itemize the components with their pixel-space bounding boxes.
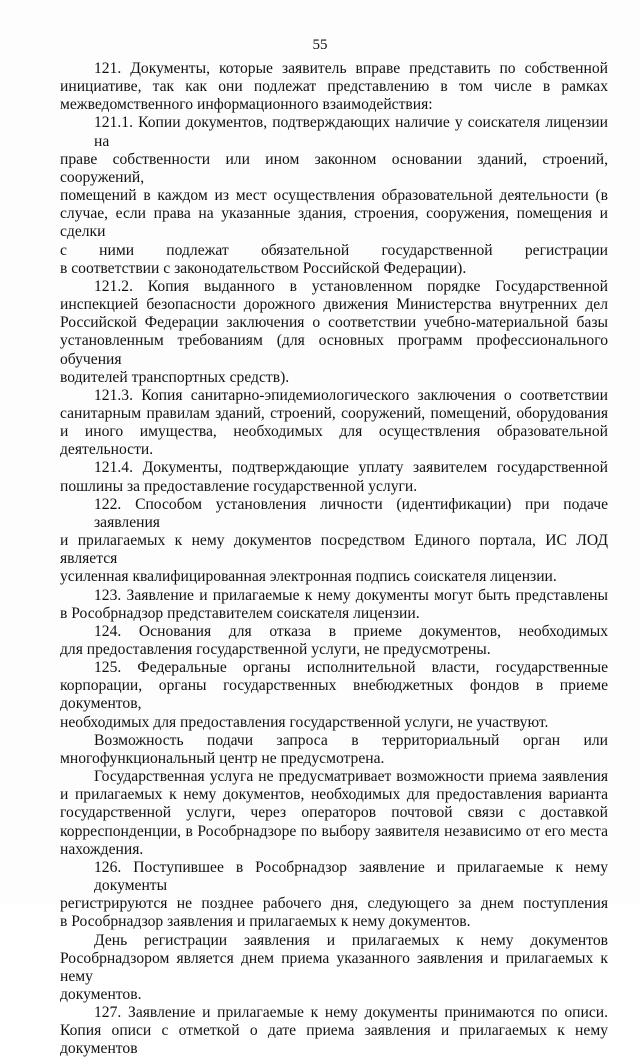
paragraph-p126 [60, 859, 608, 932]
paragraph-p121-1 [60, 114, 608, 277]
paragraph-line: и иного имущества, необходимых для осуществления образовательной [60, 423, 608, 441]
paragraph-line: 125. Федеральные органы исполнительной власти, государственные [94, 659, 608, 677]
paragraph-line: и прилагаемых к нему документов, необходимых для предоставления варианта [60, 786, 608, 804]
paragraph-line: пошлины за предоставление государственной услуги. [60, 477, 418, 495]
paragraph-line: и прилагаемых к нему документов посредством Единого портала, ИС ЛОД является [60, 532, 608, 568]
paragraph-line: 121.3. Копия санитарно-эпидемиологического заключения о соответствии [94, 386, 608, 404]
paragraph-line: 126. Поступившее в Рособрнадзор заявление и прилагаемые к нему документы [94, 858, 608, 895]
paragraph-line: праве собственности или ином законном основании зданий, строений, сооружений, [60, 150, 608, 186]
document-body [60, 60, 608, 1059]
page-number: 55 [312, 37, 328, 53]
paragraph-line: корреспонденции, в Рособрнадзоре по выбору заявителя независимо от его места [60, 822, 608, 840]
paragraph-line: Рособрнадзором является днем приема указанного заявления и прилагаемых к нему [60, 949, 608, 985]
paragraph-line: 121. Документы, которые заявитель вправе представить по собственной [94, 60, 608, 77]
paragraph-line: межведомственного информационного взаимодействия: [60, 96, 433, 114]
paragraph-line: помещений в каждом из мест осуществления образовательной деятельности (в [60, 187, 608, 205]
paragraph-line: регистрируются не позднее рабочего дня, следующего за днем поступления [60, 895, 608, 913]
paragraph-p121-3 [60, 387, 608, 460]
paragraph-line: 121.1. Копии документов, подтверждающих наличие у соискателя лицензии на [94, 114, 608, 150]
paragraph-line: 122. Способом установления личности (идентификации) при подаче заявления [94, 495, 608, 531]
paragraph-line: 121.2. Копия выданного в установленном порядке Государственной [94, 277, 608, 295]
paragraph-line: 127. Заявление и прилагаемые к нему документы принимаются по описи. [94, 1004, 608, 1022]
paragraph-p122 [60, 496, 608, 587]
paragraph-line: установленным требованиям (для основных программ профессионального обучения [60, 332, 608, 368]
paragraph-line: деятельности. [60, 441, 154, 459]
paragraph-line: Государственная услуга не предусматривает возможности приема заявления [94, 768, 608, 786]
paragraph-line: в соответствии с законодательством Российской Федерации). [60, 259, 467, 277]
paragraph-line: усиленная квалифицированная электронная подпись соискателя лицензии. [60, 568, 557, 586]
paragraph-line: 121.4. Документы, подтверждающие уплату заявителем государственной [94, 459, 608, 477]
paragraph-line: многофункциональный центр не предусмотрена. [60, 749, 385, 767]
paragraph-line: Российской Федерации заключения о соответствии учебно-материальной базы [60, 314, 608, 332]
paragraph-p121 [60, 60, 608, 114]
paragraph-p123 [60, 587, 608, 623]
paragraph-line: корпорации, органы государственных внебюджетных фондов в приеме документов, [60, 677, 608, 713]
paragraph-line: День регистрации заявления и прилагаемых к нему документов [94, 931, 608, 949]
paragraph-p127 [60, 1004, 608, 1058]
paragraph-line: в Рособрнадзор заявления и прилагаемых к нему документов. [60, 913, 471, 931]
paragraph-line: инициативе, так как они подлежат представлению в том числе в рамках [60, 78, 608, 96]
paragraph-p124 [60, 623, 608, 659]
paragraph-p121-4 [60, 459, 608, 495]
paragraph-p125-b [60, 732, 608, 768]
paragraph-p125 [60, 659, 608, 732]
paragraph-line: Копия описи с отметкой о дате приема заявления и прилагаемых к нему документов [60, 1022, 608, 1058]
paragraph-p125-c [60, 768, 608, 859]
paragraph-p121-2 [60, 278, 608, 387]
paragraph-line: Возможность подачи запроса в территориальный орган или [94, 731, 608, 749]
paragraph-line: водителей транспортных средств). [60, 368, 290, 386]
paragraph-line: необходимых для предоставления государственной услуги, не участвуют. [60, 713, 549, 731]
paragraph-line: 123. Заявление и прилагаемые к нему документы могут быть представлены [94, 586, 608, 604]
paragraph-line: документов. [60, 985, 142, 1003]
paragraph-line: санитарным правилам зданий, строений, сооружений, помещений, оборудования [60, 404, 608, 422]
paragraph-line: государственной услуги, через операторов почтовой связи с доставкой [60, 804, 608, 822]
paragraph-line: нахождения. [60, 840, 144, 858]
paragraph-line: для предоставления государственной услуги, не предусмотрены. [60, 641, 491, 658]
paragraph-line: случае, если права на указанные здания, строения, сооружения, помещения и сделки [60, 205, 608, 241]
paragraph-p126-b [60, 932, 608, 1005]
paragraph-line: с ними подлежат обязательной государственной регистрации [60, 241, 608, 259]
paragraph-line: в Рособрнадзор представителем соискателя лицензии. [60, 604, 420, 622]
paragraph-line: инспекцией безопасности дорожного движения Министерства внутренних дел [60, 296, 608, 314]
paragraph-line: 124. Основания для отказа в приеме документов, необходимых [94, 622, 608, 640]
